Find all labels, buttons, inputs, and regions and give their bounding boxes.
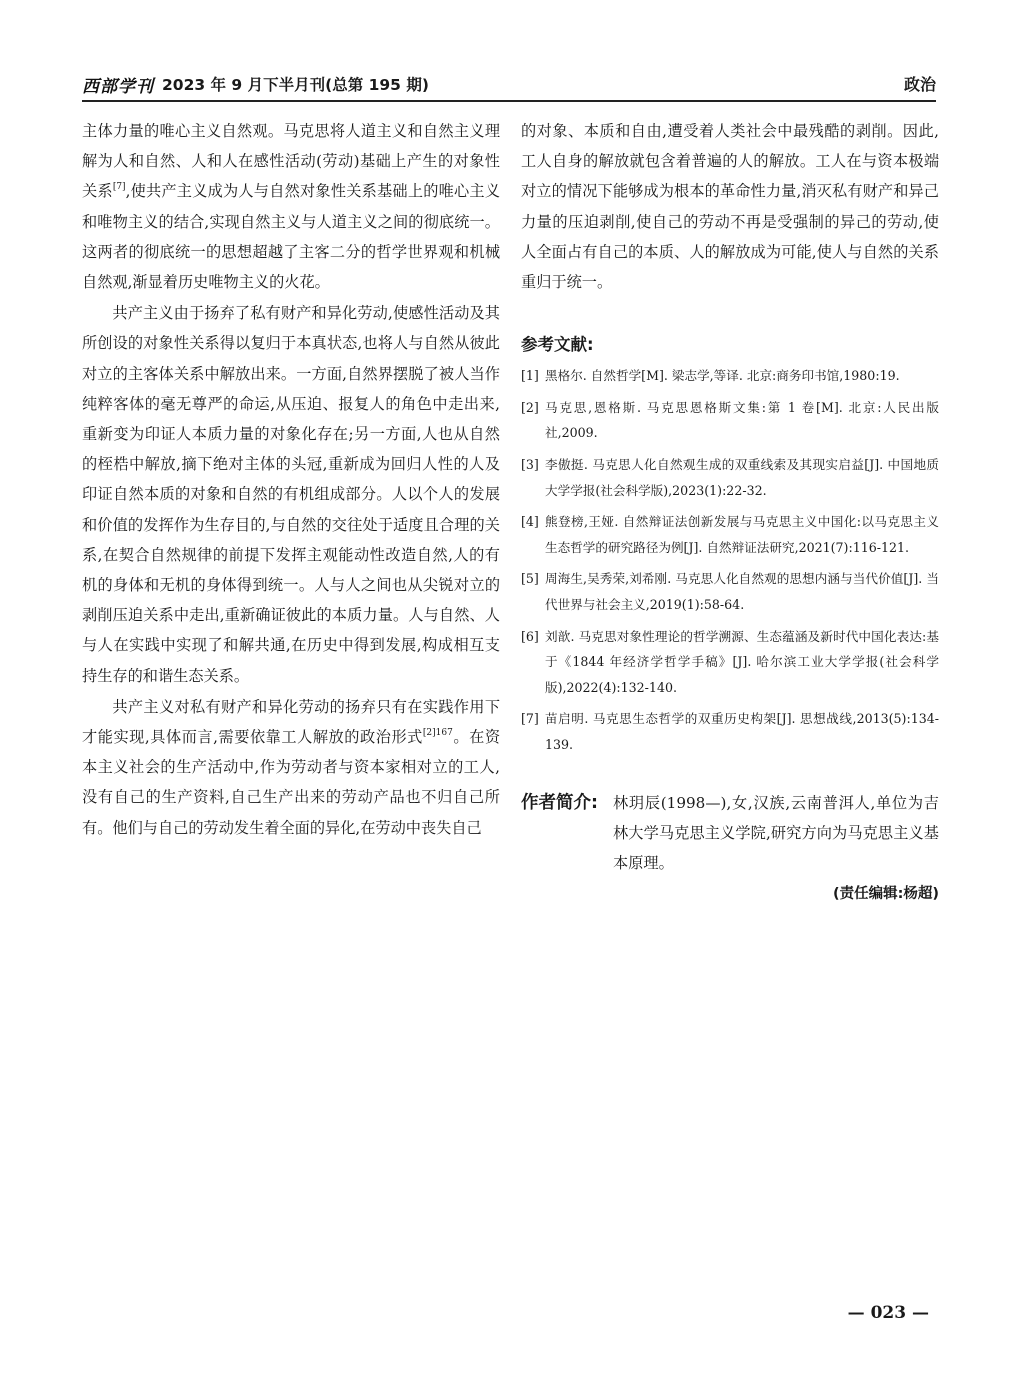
- paragraph: [82, 116, 500, 297]
- paragraph: 的对象、本质和自由,遭受着人类社会中最残酷的剥削。因此,工人自身的解放就包含着普遍的人的解放。工人在与资本极端对立的情况下能够成为根本的革命性力量,消灭私有财产和异己力量的压迫剥削,使自己的劳动不再是受强制的异己的劳动,使人全面占有自己的本质、人的解放成为可能,使人与自然的关系重归于统一。: [521, 122, 939, 292]
- reference-number: [7]: [521, 711, 539, 727]
- journal-logo: 西部学刊: [82, 77, 154, 97]
- reference-text: 刘歆. 马克思对象性理论的哲学溯源、生态蕴涵及新时代中国化表达:基于《1844 年经济学哲学手稿》[J]. 哈尔滨工业大学学报(社会科学版),2022(4):132-140.: [545, 628, 939, 695]
- issue-info: 2023 年 9 月下半月刊(总第 195 期): [162, 76, 429, 94]
- right-column: [521, 116, 939, 903]
- references-title: 参考文献:: [521, 335, 594, 355]
- reference-text: 马克思,恩格斯. 马克思恩格斯文集:第 1 卷[M]. 北京:人民出版社,2009.: [545, 399, 939, 441]
- reference-text: 李傲挺. 马克思人化自然观生成的双重线索及其现实启益[J]. 中国地质大学学报(社会科学版),2023(1):22-32.: [545, 457, 939, 498]
- citation: [7]: [112, 182, 126, 193]
- reference-text: 周海生,吴秀荣,刘希刚. 马克思人化自然观的思想内涵与当代价值[J]. 当代世界与社会主义,2019(1):58-64.: [545, 571, 939, 612]
- section-name: 政治: [903, 75, 936, 94]
- reference-number: [3]: [521, 457, 539, 472]
- reference-item: [521, 452, 939, 503]
- reference-item: [521, 624, 939, 701]
- author-bio-label: 作者简介:: [521, 792, 598, 813]
- reference-text: 黑格尔. 自然哲学[M]. 梁志学,等译. 北京:商务印书馆,1980:19.: [545, 368, 900, 384]
- reference-item: [521, 363, 939, 389]
- paragraph-text: 共产主义对私有财产和异化劳动的扬弃只有在实践作用下才能实现,具体而言,需要依靠工人解放的政治形式: [82, 697, 500, 747]
- author-bio: [521, 788, 939, 878]
- references-list: [521, 363, 939, 757]
- reference-number: [1]: [521, 368, 539, 384]
- left-column: [82, 116, 500, 843]
- paragraph: 共产主义由于扬弃了私有财产和异化劳动,使感性活动及其所创设的对象性关系得以复归于本真状态,也将人与自然从彼此对立的主客体关系中解放出来。一方面,自然界摆脱了被人当作纯粹客体的毫无尊严的命运,从压迫、报复人的角色中走出来,重新变为印证人本质力量的对象化存在;另一方面,人也从自然的桎梏中解放,摘下绝对主体的头冠,重新成为回归人性的人及印证自然本质的对象和自然的有机组成部分。人以个人的发展和价值的发挥作为生存目的,与自然的交往处于适度且合理的关系,在契合自然规律的前提下发挥主观能动性改造自然,人的有机的身体和无机的身体得到统一。人与人之间也从尖锐对立的剥削压迫关系中走出,重新确证彼此的本质力量。人与自然、人与人在实践中实现了和解共通,在历史中得到发展,构成相互支持生存的和谐生态关系。: [82, 304, 500, 685]
- author-bio-text: 林玥辰(1998—),女,汉族,云南普洱人,单位为吉林大学马克思主义学院,研究方向为马克思主义基本原理。: [613, 793, 939, 872]
- page-header: [82, 70, 936, 102]
- editor-credit: (责任编辑:杨超): [832, 885, 939, 902]
- paragraph-text: 。在资本主义社会的生产活动中,作为劳动者与资本家相对立的工人,没有自己的生产资料,自己生产出来的劳动产品也不归自己所有。他们与自己的劳动发生着全面的异化,在劳动中丧失自己: [82, 728, 501, 837]
- reference-text: 苗启明. 马克思生态哲学的双重历史构架[J]. 思想战线,2013(5):134-139.: [545, 711, 939, 752]
- paragraph-text: ,使共产主义成为人与自然对象性关系基础上的唯心主义和唯物主义的结合,实现自然主义与人道主义之间的彻底统一。这两者的彻底统一的思想超越了主客二分的哲学世界观和机械自然观,渐显着历史唯物主义的火花。: [82, 182, 501, 292]
- reference-text: 熊登榜,王娅. 自然辩证法创新发展与马克思主义中国化:以马克思主义生态哲学的研究路径为例[J]. 自然辩证法研究,2021(7):116-121.: [545, 514, 939, 555]
- reference-item: [521, 395, 939, 446]
- citation: [2]167: [422, 728, 453, 739]
- paragraph: [82, 692, 500, 843]
- reference-number: [6]: [521, 628, 539, 644]
- reference-number: [5]: [521, 571, 539, 587]
- paragraph-text: 主体力量的唯心主义自然观。马克思将人道主义和自然主义理解为人和自然、人和人在感性活动(劳动)基础上产生的对象性关系: [82, 122, 500, 201]
- reference-number: [4]: [521, 514, 539, 530]
- reference-number: [2]: [521, 399, 539, 415]
- reference-item: [521, 706, 939, 757]
- reference-item: [521, 509, 939, 560]
- reference-item: [521, 566, 939, 617]
- page-number: — 023 —: [847, 1303, 929, 1323]
